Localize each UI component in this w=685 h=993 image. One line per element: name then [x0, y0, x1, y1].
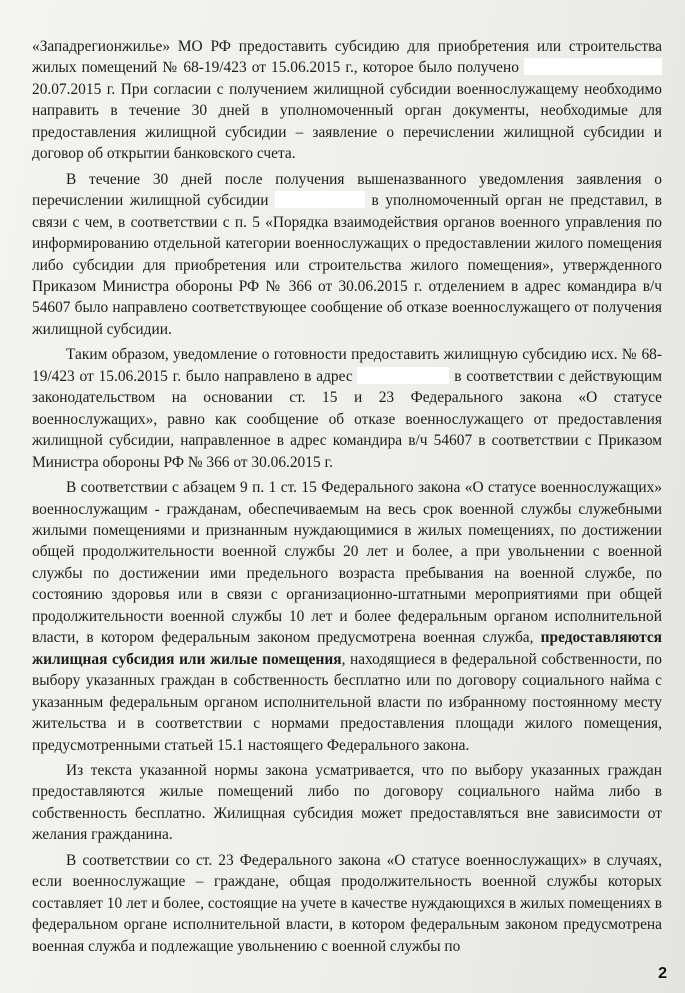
redaction-box: [524, 58, 662, 75]
bold-phrase: предоставляются жилищная субсидия или жилые помещения: [32, 629, 662, 668]
paragraph-5: Из текста указанной нормы закона усматривается, что по выбору указанных граждан предоставляются жилые помещений либо по договору социального найма либо в собственность бесплатно. Жилищная субсидия может предоставляться вне зависимости от желания гражданина.: [32, 761, 662, 844]
page-number: 2: [658, 965, 667, 982]
document-body: [32, 36, 662, 961]
paragraph-4: В соответствии с абзацем 9 п. 1 ст. 15 Федерального закона «О статусе военнослужащих» военнослужащим - гражданам, обеспечиваемым на весь срок военной службы служебными жилыми помещениями и признанным нуждающимися в жилых помещениях, по достижении общей продолжительности военной службы 20 лет и более, а при увольнении с военной службы по достижении ими предельного возраста пребывания на военной службе, по состоянию здоровья или в связи с организационно-штатными мероприятиями при общей продолжительности военной службы 10 лет и более федеральным органом исполнительной власти, в котором федеральным законом предусмотрена военная служба, предоставляются жилищная субсидия или жилые помещения, находящиеся в федеральной собственности, по выбору указанных граждан в собственность бесплатно или по договору социального найма с указанным федеральным органом исполнительной власти по избранному постоянному месту жительства и в соответствии с нормами предоставления площади жилого помещения, предусмотренными статьей 15.1 настоящего Федерального закона.: [32, 479, 662, 754]
redaction-box: [357, 367, 449, 384]
paragraph-6: В соответствии со ст. 23 Федерального закона «О статусе военнослужащих» в случаях, если военнослужащие – граждане, общая продолжительность военной службы которых составляет 10 лет и более, состоящие на учете в качестве нуждающихся в жилых помещениях в федеральном органе исполнительной власти, в котором федеральным законом предусмотрена военная служба и подлежащие увольнению с военной службы по: [32, 851, 662, 955]
paragraph-1: «Западрегионжилье» МО РФ предоставить субсидию для приобретения или строительства жилых помещений № 68-19/423 от 15.06.2015 г., которое было получено 20.07.2015 г. При согласии с получением жилищной субсидии военнослужащему необходимо направить в течение 30 дней в уполномоченный орган документы, необходимые для предоставления жилищной субсидии – заявление о перечислении жилищной субсидии и договор об открытии банковского счета.: [32, 38, 662, 163]
paragraph-3: Таким образом, уведомление о готовности предоставить жилищную субсидию исх. № 68-19/423 от 15.06.2015 г. было направлено в адрес в соответствии с действующим законодательством на основании ст. 15 и 23 Федерального закона «О статусе военнослужащих», равно как сообщение об отказе военнослужащего от предоставления жилищной субсидии, направленное в адрес командира в/ч 54607 в соответствии с Приказом Министра обороны РФ № 366 от 30.06.2015 г.: [32, 346, 662, 471]
redaction-box: [275, 191, 365, 208]
paragraph-2: В течение 30 дней после получения вышеназванного уведомления заявления о перечислении жилищной субсидии в уполномоченный орган не представил, в связи с чем, в соответствии с п. 5 «Порядка взаимодействия органов военного управления по информированию отдельной категории военнослужащих о предоставлении жилого помещения либо субсидии для приобретения или строительства жилого помещения», утвержденного Приказом Министра обороны РФ № 366 от 30.06.2015 г. отделением в адрес командира в/ч 54607 было направлено соответствующее сообщение об отказе военнослужащего от получения жилищной субсидии.: [32, 170, 663, 338]
